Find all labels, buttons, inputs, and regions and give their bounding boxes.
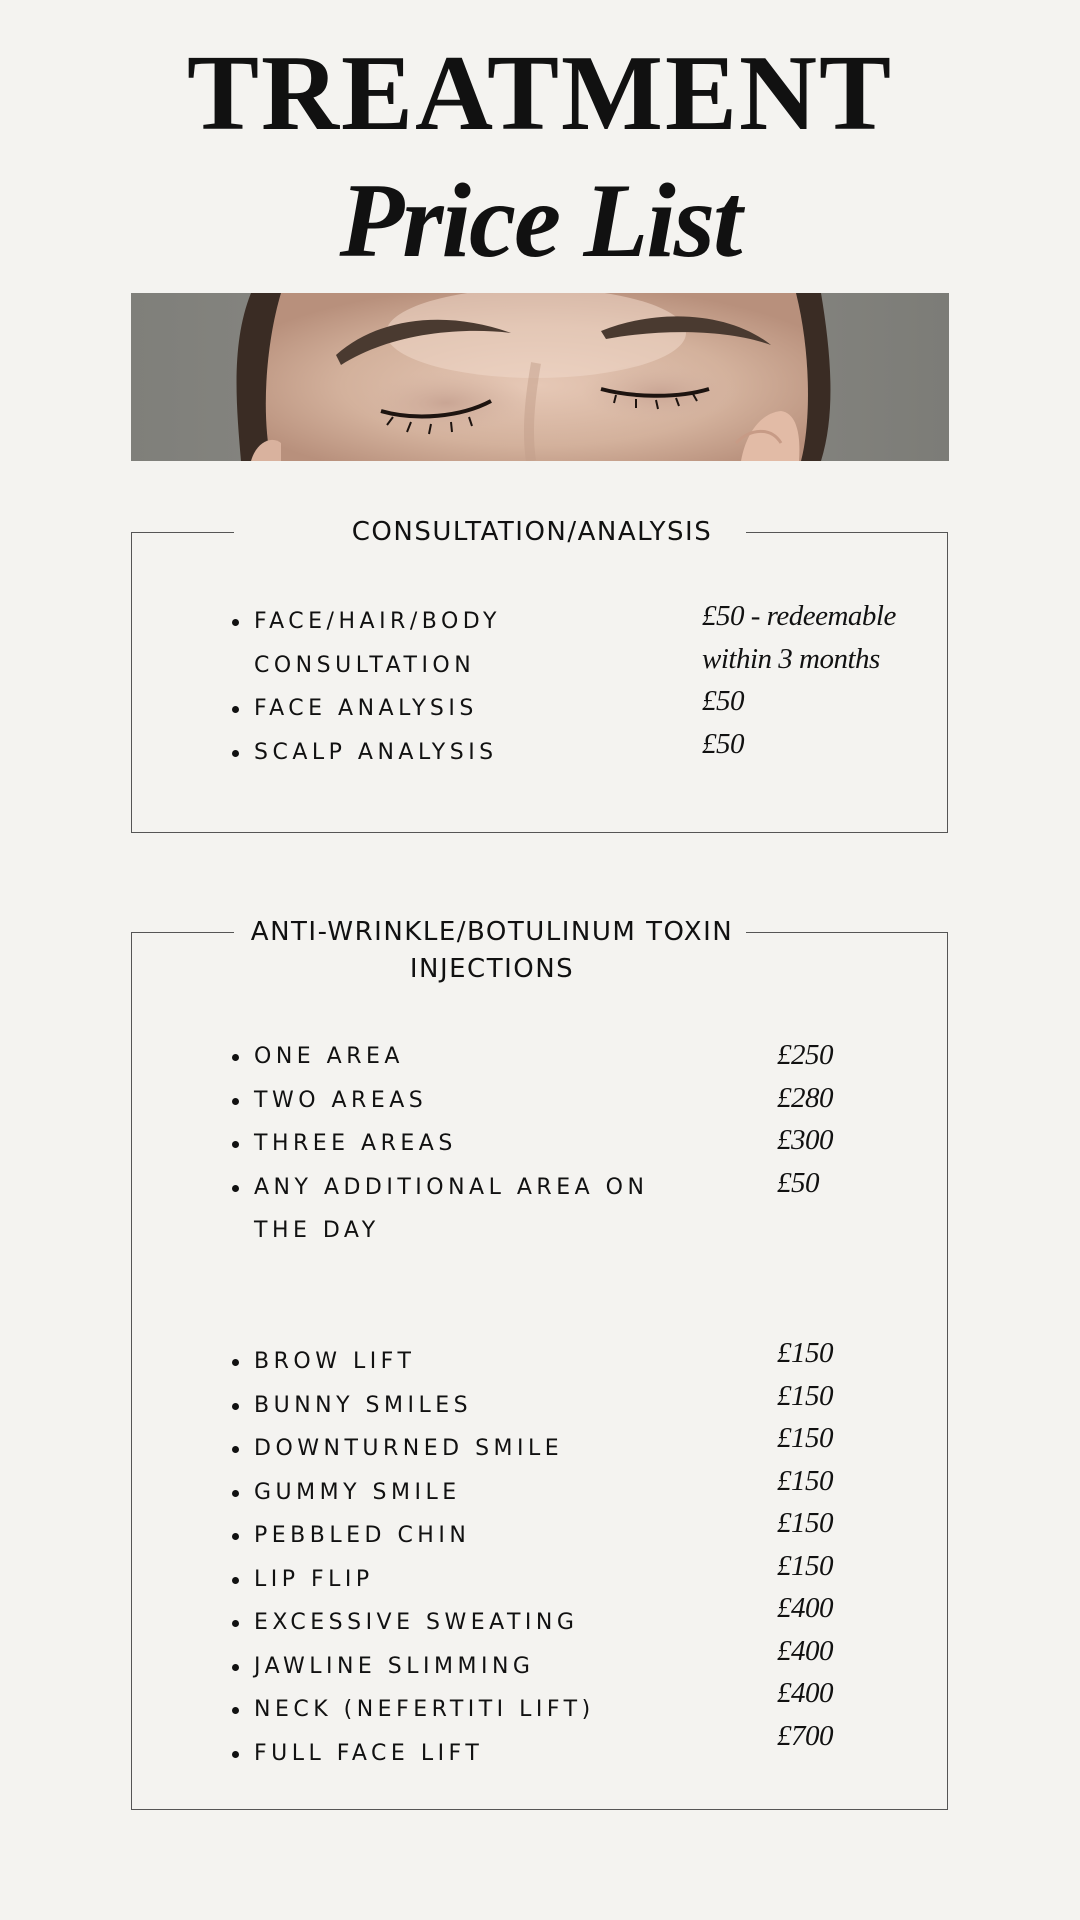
price-value: £400: [777, 1634, 833, 1667]
hero-image: [131, 293, 949, 461]
list-item: GUMMY SMILE: [230, 1471, 690, 1515]
list-item: BUNNY SMILES: [230, 1384, 690, 1428]
price-value: £150: [777, 1337, 833, 1369]
list-item-line: SCALP ANALYSIS: [254, 739, 498, 765]
list-item: DOWNTURNED SMILE: [230, 1427, 690, 1471]
list-item: [230, 731, 670, 775]
list-item-line: TWO AREAS: [254, 1087, 428, 1113]
consultation-prices: [702, 595, 942, 765]
price-value: £150: [777, 1379, 833, 1412]
price-value: £50: [702, 727, 744, 760]
price-value: £50 - redeemable: [702, 600, 896, 632]
price-value: £300: [777, 1124, 833, 1156]
page-subtitle: Price List: [339, 162, 741, 279]
price-value: £150: [777, 1464, 833, 1497]
list-item: EXCESSIVE SWEATING: [230, 1601, 690, 1645]
list-item: JAWLINE SLIMMING: [230, 1645, 690, 1689]
section-border-right: [746, 932, 948, 933]
price-value: within 3 months: [702, 642, 880, 675]
treatments-list: [230, 1340, 690, 1775]
price-value: £400: [777, 1677, 833, 1709]
section-border-left: [132, 932, 234, 933]
section-heading-line: INJECTIONS: [409, 954, 575, 984]
price-value: £280: [777, 1081, 833, 1114]
section-heading: [232, 914, 752, 988]
list-item: BROW LIFT: [230, 1340, 690, 1384]
section-heading-line: ANTI-WRINKLE/BOTULINUM TOXIN: [250, 917, 734, 947]
list-item-line: ONE AREA: [254, 1044, 404, 1069]
list-item-line: THREE AREAS: [254, 1131, 457, 1156]
closed-eyes-face-photo-icon: [131, 293, 949, 461]
consultation-list: [230, 600, 670, 774]
list-item-line: FACE ANALYSIS: [254, 696, 478, 721]
list-item: [230, 1035, 690, 1079]
treatments-prices: [777, 1332, 927, 1757]
list-item: LIP FLIP: [230, 1558, 690, 1602]
list-item-line: FACE/HAIR/BODY: [254, 609, 501, 634]
list-item: [230, 1122, 690, 1166]
price-value: £700: [777, 1719, 833, 1752]
list-item-line: THE DAY: [254, 1218, 380, 1243]
price-value: £50: [702, 685, 744, 717]
anti-wrinkle-section: [131, 917, 948, 1810]
price-value: £400: [777, 1592, 833, 1624]
price-value: £150: [777, 1549, 833, 1582]
areas-list: [230, 1035, 690, 1253]
list-item: [230, 600, 670, 687]
list-item: [230, 1166, 690, 1253]
list-item: PEBBLED CHIN: [230, 1514, 690, 1558]
list-item-line: ANY ADDITIONAL AREA ON: [254, 1174, 649, 1200]
list-item: [230, 1079, 690, 1123]
list-item: NECK (NEFERTITI LIFT): [230, 1688, 690, 1732]
section-border-left: [132, 532, 234, 533]
section-heading: CONSULTATION/ANALYSIS: [351, 517, 713, 547]
consultation-section: [131, 517, 948, 833]
price-value: £250: [777, 1039, 833, 1071]
price-value: £50: [777, 1166, 819, 1199]
list-item: [230, 687, 670, 731]
list-item: FULL FACE LIFT: [230, 1732, 690, 1776]
page-title: TREATMENT: [186, 34, 894, 153]
price-value: £150: [777, 1507, 833, 1539]
price-value: £150: [777, 1422, 833, 1454]
areas-prices: [777, 1034, 927, 1204]
list-item-line: CONSULTATION: [254, 652, 476, 678]
